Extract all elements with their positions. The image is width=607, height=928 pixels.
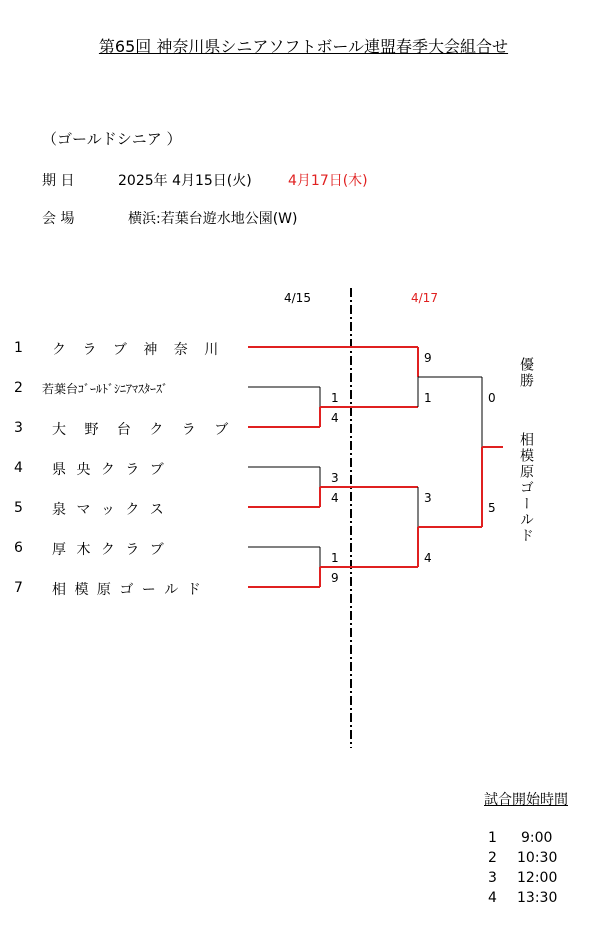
score-g2-bottom: 4 (331, 491, 339, 505)
team-number: 5 (14, 500, 23, 516)
date-value-second: 4月17日(木) (288, 173, 368, 189)
winner-team: 相模原ゴールド (518, 432, 534, 544)
team-name: ク ラ ブ 神 奈 川 (52, 342, 225, 358)
date-label: 期 日 (42, 173, 75, 189)
team-name: 県 央 ク ラ ブ (52, 462, 167, 478)
team-number: 2 (14, 380, 23, 396)
winner-label: 優勝 (518, 357, 534, 389)
schedule-time: 9:00 (521, 830, 553, 846)
schedule-time: 12:00 (517, 870, 558, 886)
score-s2-bottom: 4 (424, 551, 432, 565)
score-g3-top: 1 (331, 551, 339, 565)
team-number: 7 (14, 580, 23, 596)
score-final-top: 0 (488, 391, 496, 405)
schedule-no: 4 (488, 890, 497, 906)
team-number: 4 (14, 460, 23, 476)
team-name: 若葉台ｺﾞｰﾙﾄﾞｼﾆｱﾏｽﾀｰｽﾞ (42, 382, 169, 396)
team-number: 1 (14, 340, 23, 356)
score-final-bottom: 5 (488, 501, 496, 515)
schedule-no: 3 (488, 870, 497, 886)
score-g1-bottom: 4 (331, 411, 339, 425)
schedule-time: 13:30 (517, 890, 558, 906)
round1-date: 4/15 (284, 291, 311, 305)
team-name: 泉 マ ッ ク ス (52, 502, 167, 518)
schedule-no: 2 (488, 850, 497, 866)
schedule-time: 10:30 (517, 850, 558, 866)
date-value: 2025年 4月15日(火) (118, 173, 252, 189)
schedule-no: 1 (488, 830, 497, 846)
score-g2-top: 3 (331, 471, 339, 485)
team-name: 相 模 原 ゴ ー ル ド (52, 582, 203, 598)
score-s1-bottom: 1 (424, 391, 432, 405)
team-number: 6 (14, 540, 23, 556)
round2-date: 4/17 (411, 291, 438, 305)
schedule-title: 試合開始時間 (484, 792, 568, 808)
team-name: 厚 木 ク ラ ブ (52, 542, 167, 558)
venue-value: 横浜:若葉台遊水地公園(W) (128, 211, 298, 227)
score-g1-top: 1 (331, 391, 339, 405)
division-label: （ゴールドシニア ） (42, 130, 182, 148)
page-title: 第65回 神奈川県シニアソフトボール連盟春季大会組合せ (98, 37, 509, 56)
score-s1-top: 9 (424, 351, 432, 365)
venue-label: 会 場 (42, 211, 75, 227)
score-s2-top: 3 (424, 491, 432, 505)
team-name: 大 野 台 ク ラ ブ (52, 422, 236, 438)
score-g3-bottom: 9 (331, 571, 339, 585)
team-number: 3 (14, 420, 23, 436)
